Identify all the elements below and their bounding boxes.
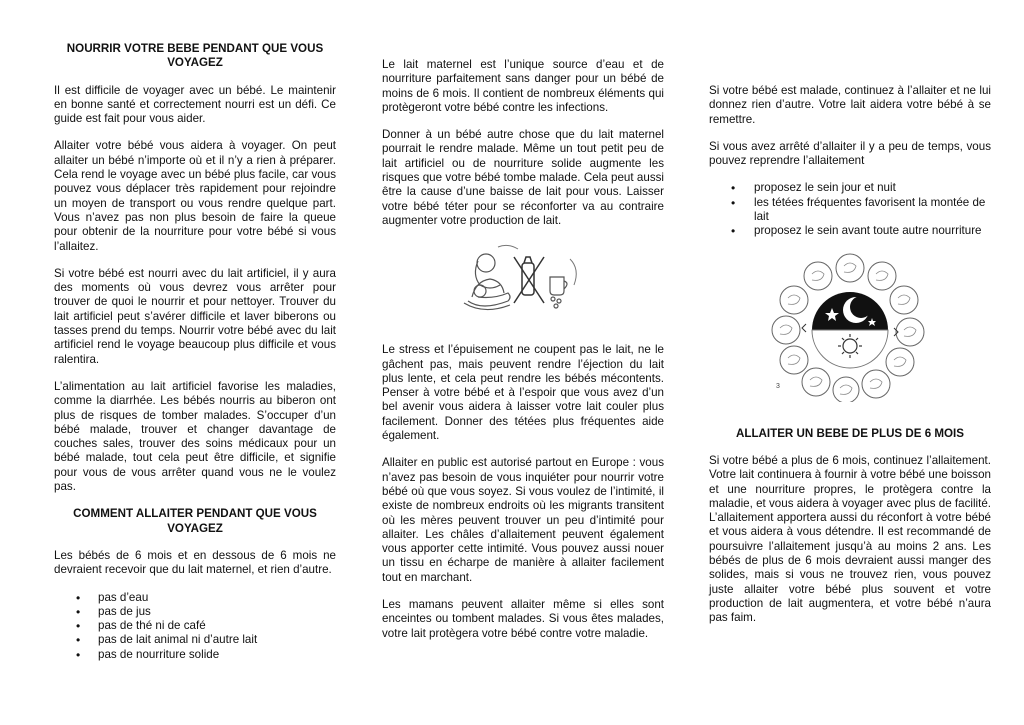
mother-breastfeeding-no-bottle-icon bbox=[458, 241, 588, 323]
day-night-cycle-icon bbox=[770, 252, 930, 402]
list-item: • pas de thé ni de café bbox=[54, 619, 336, 633]
list-item: • pas de lait animal ni d’autre lait bbox=[54, 633, 336, 647]
paragraph: Il est difficile de voyager avec un bébé. Le maintenir en bonne santé et correctement nourri est un défi. Ce guide est fait pour vous aider. bbox=[54, 83, 336, 126]
resume-breastfeeding-list bbox=[709, 181, 991, 238]
day-night-breastfeeding-illustration bbox=[709, 252, 991, 402]
no-bottle-illustration bbox=[382, 241, 664, 323]
list-item: • proposez le sein jour et nuit bbox=[709, 181, 991, 195]
list-item: • proposez le sein avant toute autre nourriture bbox=[709, 224, 991, 238]
paragraph: Le lait maternel est l’unique source d’eau et de nourriture parfaitement sans danger pour un bébé de moins de 6 mois. Il contient de nombreux éléments qui protègeront votre bébé contre les infections. bbox=[382, 58, 664, 114]
list-item: • pas d’eau bbox=[54, 591, 336, 605]
paragraph: Les bébés de 6 mois et en dessous de 6 mois ne devraient recevoir que du lait maternel, et rien d’autre. bbox=[54, 548, 336, 577]
paragraph: Si votre bébé a plus de 6 mois, continuez l’allaitement. Votre lait continuera à fournir à votre bébé une boisson et une nourriture propres, le protègera contre la maladie, et vous aidera à voyager avec plus de facilité. L’allaitement apportera aussi du réconfort à votre bébé et vous aidera à vous détendre. Il est recommandé de poursuivre l’allaitement jusqu’à au moins 2 ans. Les bébés de plus de 6 mois devraient aussi manger des solides, mais si vous ne trouvez rien, vous pouvez juste allaiter votre bébé plus souvent et votre production de lait augmentera, et votre bébé n’aura pas faim. bbox=[709, 453, 991, 625]
paragraph: Si vous avez arrêté d’allaiter il y a peu de temps, vous pouvez reprendre l’allaitement bbox=[709, 139, 991, 168]
section-title-how-to-breastfeed: COMMENT ALLAITER PENDANT QUE VOUS VOYAGEZ bbox=[73, 507, 317, 535]
section-title-travel-feeding: NOURRIR VOTRE BEBE PENDANT QUE VOUS VOYAGEZ bbox=[66, 42, 324, 70]
figure-number: 3 bbox=[776, 382, 780, 390]
paragraph: Si votre bébé est malade, continuez à l’allaiter et ne lui donnez rien d’autre. Votre lait aidera votre bébé à se remettre. bbox=[709, 84, 991, 126]
list-item: • les tétées fréquentes favorisent la montée de lait bbox=[709, 196, 991, 225]
list-item: • pas de nourriture solide bbox=[54, 648, 336, 662]
paragraph: Allaiter votre bébé vous aidera à voyager. On peut allaiter un bébé n’importe où et il n’y a rien à préparer. Cela rend le voyage avec un bébé plus facile, car vous pouvez vous déplacer très rapidement pour rejoindre un moyen de transport ou vous rendre quelque part. Vous n’avez pas non plus besoin de faire la queue pour obtenir de la nourriture pour votre bébé si vous l’allaitez. bbox=[54, 139, 336, 253]
no-other-food-list bbox=[54, 591, 336, 662]
paragraph: Si votre bébé est nourri avec du lait artificiel, il y aura des moments où vous devrez vous arrêter pour trouver de quoi le nourrir et pour nettoyer. Trouver du lait artificiel peut s’avérer difficile et laver biberons ou tasses prend du temps. Nourrir votre bébé avec du lait artificiel rend le voyage beaucoup plus difficile et vous ralentira. bbox=[54, 266, 336, 366]
column-3 bbox=[709, 84, 991, 639]
paragraph: Les mamans peuvent allaiter même si elles sont enceintes ou tombent malades. Si vous êtes malades, votre lait protègera votre bébé contre votre maladie. bbox=[382, 598, 664, 640]
paragraph: Donner à un bébé autre chose que du lait maternel pourrait le rendre malade. Même un tout petit peu de lait artificiel ou de nourriture solide augmente les risques que votre bébé tombe malade. Cela peut aussi être la cause d’une baisse de lait pour vous. Laisser votre bébé téter pour se réconforter va au contraire augmenter votre production de lait. bbox=[382, 128, 664, 227]
paragraph: Le stress et l’épuisement ne coupent pas le lait, ne le gâchent pas, mais peuvent rendre l’éjection du lait plus lente, et cela peut rendre les bébés mécontents. Penser à votre bébé et à l’espoir que vous avez d’un bel avenir vous aidera à laisser votre lait couler plus facilement. Donner des tétées plus fréquentes aide également. bbox=[382, 343, 664, 443]
column-2 bbox=[382, 58, 664, 654]
paragraph: L’alimentation au lait artificiel favorise les maladies, comme la diarrhée. Les bébés nourris au biberon ont plus de risques de tomber malades. S’occuper d’un bébé malade, trouver et changer davantage de couches sales, trouver des soins médicaux pour un bébé malade, tout cela peut être difficile, et signifie pour vous de vous arrêter quand vous ne le voulez pas. bbox=[54, 379, 336, 494]
list-item: • pas de jus bbox=[54, 605, 336, 619]
section-title-over-6-months: ALLAITER UN BEBE DE PLUS DE 6 MOIS bbox=[735, 426, 965, 440]
column-1 bbox=[54, 42, 336, 675]
paragraph: Allaiter en public est autorisé partout en Europe : vous n’avez pas besoin de vous inquiéter pour nourrir votre bébé où que vous soyez. Si vous voulez de l’intimité, il existe de nombreux endroits où les migrants transitent où les mères peuvent trouver un peu d’intimité pour allaiter. Les châles d’allaitement peuvent également vous apporter cette intimité. Vous pouvez aussi nouer un tissu en écharpe de manière à allaiter facilement tout en marchant. bbox=[382, 456, 664, 584]
